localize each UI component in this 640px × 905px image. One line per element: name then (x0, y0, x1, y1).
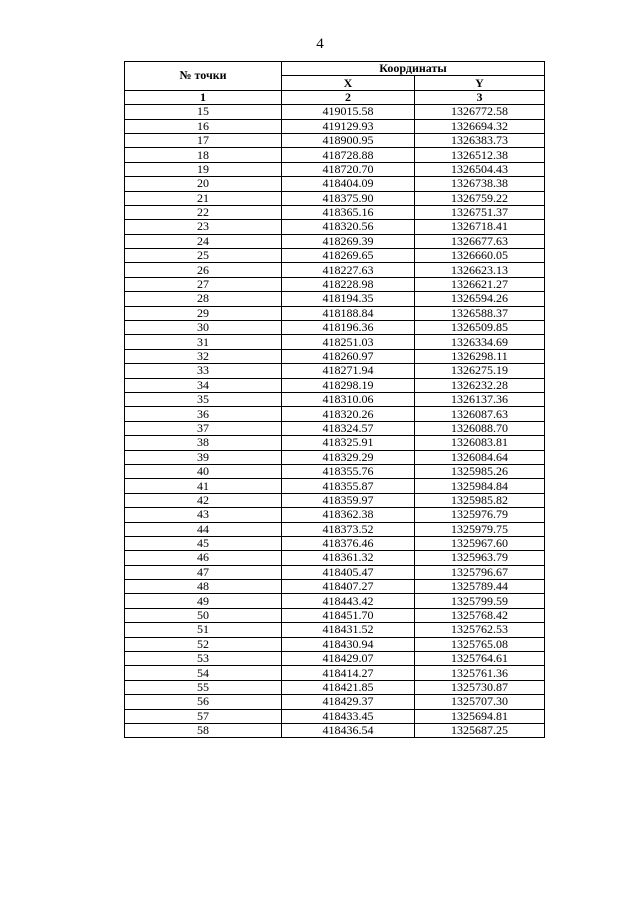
table-row (125, 133, 545, 147)
y-coordinate-cell: 1326334.69 (415, 335, 545, 349)
x-coordinate-cell: 418405.47 (282, 565, 415, 579)
x-coordinate-cell: 418228.98 (282, 277, 415, 291)
x-coordinate-cell: 418436.54 (282, 723, 415, 737)
table-row (125, 234, 545, 248)
y-coordinate-cell: 1326718.41 (415, 220, 545, 234)
x-coordinate-cell: 419015.58 (282, 105, 415, 119)
y-coordinate-cell: 1325799.59 (415, 594, 545, 608)
table-row (125, 205, 545, 219)
table-row (125, 105, 545, 119)
point-number-cell: 47 (125, 565, 282, 579)
table-row (125, 652, 545, 666)
y-coordinate-cell: 1325707.30 (415, 695, 545, 709)
header-col2-number: 2 (282, 90, 415, 104)
x-coordinate-cell: 418188.84 (282, 306, 415, 320)
y-coordinate-cell: 1326512.38 (415, 148, 545, 162)
point-number-cell: 16 (125, 119, 282, 133)
x-coordinate-cell: 418375.90 (282, 191, 415, 205)
point-number-cell: 49 (125, 594, 282, 608)
table-row (125, 277, 545, 291)
y-coordinate-cell: 1325730.87 (415, 680, 545, 694)
point-number-cell: 48 (125, 580, 282, 594)
x-coordinate-cell: 418269.39 (282, 234, 415, 248)
table-row (125, 407, 545, 421)
x-coordinate-cell: 418433.45 (282, 709, 415, 723)
point-number-cell: 42 (125, 493, 282, 507)
point-number-cell: 46 (125, 551, 282, 565)
table-row (125, 177, 545, 191)
y-coordinate-cell: 1326694.32 (415, 119, 545, 133)
x-coordinate-cell: 418728.88 (282, 148, 415, 162)
point-number-cell: 43 (125, 508, 282, 522)
y-coordinate-cell: 1326677.63 (415, 234, 545, 248)
x-coordinate-cell: 418298.19 (282, 378, 415, 392)
point-number-cell: 56 (125, 695, 282, 709)
x-coordinate-cell: 418251.03 (282, 335, 415, 349)
y-coordinate-cell: 1325768.42 (415, 608, 545, 622)
point-number-cell: 57 (125, 709, 282, 723)
point-number-cell: 29 (125, 306, 282, 320)
x-coordinate-cell: 418324.57 (282, 421, 415, 435)
table-row (125, 349, 545, 363)
point-number-cell: 36 (125, 407, 282, 421)
x-coordinate-cell: 418325.91 (282, 436, 415, 450)
y-coordinate-cell: 1326383.73 (415, 133, 545, 147)
table-row (125, 536, 545, 550)
y-coordinate-cell: 1325687.25 (415, 723, 545, 737)
y-coordinate-cell: 1326275.19 (415, 364, 545, 378)
y-coordinate-cell: 1326232.28 (415, 378, 545, 392)
x-coordinate-cell: 418269.65 (282, 249, 415, 263)
table-body (125, 105, 545, 738)
header-coordinates: Координаты (282, 62, 545, 76)
header-row-numbers (125, 90, 545, 104)
point-number-cell: 21 (125, 191, 282, 205)
table-row (125, 249, 545, 263)
point-number-cell: 51 (125, 623, 282, 637)
x-coordinate-cell: 418329.29 (282, 450, 415, 464)
table-row (125, 695, 545, 709)
x-coordinate-cell: 418404.09 (282, 177, 415, 191)
point-number-cell: 17 (125, 133, 282, 147)
point-number-cell: 20 (125, 177, 282, 191)
table-row (125, 220, 545, 234)
point-number-cell: 18 (125, 148, 282, 162)
y-coordinate-cell: 1326759.22 (415, 191, 545, 205)
table-row (125, 436, 545, 450)
point-number-cell: 41 (125, 479, 282, 493)
y-coordinate-cell: 1325963.79 (415, 551, 545, 565)
y-coordinate-cell: 1325985.82 (415, 493, 545, 507)
x-coordinate-cell: 418431.52 (282, 623, 415, 637)
y-coordinate-cell: 1326509.85 (415, 321, 545, 335)
x-coordinate-cell: 418429.07 (282, 652, 415, 666)
table-row (125, 378, 545, 392)
page-number: 4 (316, 36, 324, 52)
point-number-cell: 22 (125, 205, 282, 219)
table-row (125, 392, 545, 406)
point-number-cell: 38 (125, 436, 282, 450)
x-coordinate-cell: 418376.46 (282, 536, 415, 550)
y-coordinate-cell: 1326588.37 (415, 306, 545, 320)
table-row (125, 666, 545, 680)
x-coordinate-cell: 418720.70 (282, 162, 415, 176)
y-coordinate-cell: 1326738.38 (415, 177, 545, 191)
x-coordinate-cell: 418355.76 (282, 464, 415, 478)
y-coordinate-cell: 1326504.43 (415, 162, 545, 176)
point-number-cell: 52 (125, 637, 282, 651)
table-row (125, 594, 545, 608)
table-row (125, 464, 545, 478)
table-row (125, 321, 545, 335)
y-coordinate-cell: 1326772.58 (415, 105, 545, 119)
point-number-cell: 32 (125, 349, 282, 363)
table-row (125, 680, 545, 694)
y-coordinate-cell: 1326594.26 (415, 292, 545, 306)
y-coordinate-cell: 1326088.70 (415, 421, 545, 435)
x-coordinate-cell: 418271.94 (282, 364, 415, 378)
y-coordinate-cell: 1325764.61 (415, 652, 545, 666)
y-coordinate-cell: 1326298.11 (415, 349, 545, 363)
x-coordinate-cell: 418451.70 (282, 608, 415, 622)
x-coordinate-cell: 418430.94 (282, 637, 415, 651)
point-number-cell: 34 (125, 378, 282, 392)
point-number-cell: 26 (125, 263, 282, 277)
x-coordinate-cell: 418373.52 (282, 522, 415, 536)
point-number-cell: 15 (125, 105, 282, 119)
point-number-cell: 33 (125, 364, 282, 378)
x-coordinate-cell: 418361.32 (282, 551, 415, 565)
y-coordinate-cell: 1325979.75 (415, 522, 545, 536)
x-coordinate-cell: 418227.63 (282, 263, 415, 277)
y-coordinate-cell: 1325789.44 (415, 580, 545, 594)
point-number-cell: 50 (125, 608, 282, 622)
point-number-cell: 28 (125, 292, 282, 306)
table-row (125, 551, 545, 565)
x-coordinate-cell: 418320.26 (282, 407, 415, 421)
x-coordinate-cell: 418310.06 (282, 392, 415, 406)
x-coordinate-cell: 418365.16 (282, 205, 415, 219)
table-row (125, 421, 545, 435)
x-coordinate-cell: 418359.97 (282, 493, 415, 507)
table-row (125, 263, 545, 277)
y-coordinate-cell: 1326660.05 (415, 249, 545, 263)
x-coordinate-cell: 418362.38 (282, 508, 415, 522)
point-number-cell: 24 (125, 234, 282, 248)
table-row (125, 623, 545, 637)
point-number-cell: 27 (125, 277, 282, 291)
point-number-cell: 53 (125, 652, 282, 666)
x-coordinate-cell: 418320.56 (282, 220, 415, 234)
table-row (125, 493, 545, 507)
y-coordinate-cell: 1326623.13 (415, 263, 545, 277)
table-row (125, 508, 545, 522)
y-coordinate-cell: 1326751.37 (415, 205, 545, 219)
y-coordinate-cell: 1326083.81 (415, 436, 545, 450)
point-number-cell: 30 (125, 321, 282, 335)
header-row-main (125, 62, 545, 76)
point-number-cell: 37 (125, 421, 282, 435)
x-coordinate-cell: 418194.35 (282, 292, 415, 306)
point-number-cell: 23 (125, 220, 282, 234)
table-row (125, 723, 545, 737)
point-number-cell: 45 (125, 536, 282, 550)
table-row (125, 335, 545, 349)
point-number-cell: 31 (125, 335, 282, 349)
header-point-no: № точки (125, 62, 282, 91)
coordinates-table (124, 61, 545, 738)
point-number-cell: 54 (125, 666, 282, 680)
x-coordinate-cell: 418260.97 (282, 349, 415, 363)
x-coordinate-cell: 418900.95 (282, 133, 415, 147)
table-row (125, 364, 545, 378)
point-number-cell: 19 (125, 162, 282, 176)
x-coordinate-cell: 418355.87 (282, 479, 415, 493)
x-coordinate-cell: 418196.36 (282, 321, 415, 335)
y-coordinate-cell: 1326621.27 (415, 277, 545, 291)
y-coordinate-cell: 1325976.79 (415, 508, 545, 522)
table-row (125, 479, 545, 493)
header-y: Y (415, 76, 545, 90)
point-number-cell: 39 (125, 450, 282, 464)
table-row (125, 292, 545, 306)
table-row (125, 580, 545, 594)
y-coordinate-cell: 1326084.64 (415, 450, 545, 464)
y-coordinate-cell: 1325967.60 (415, 536, 545, 550)
table-row (125, 162, 545, 176)
table-row (125, 191, 545, 205)
header-col1-number: 1 (125, 90, 282, 104)
x-coordinate-cell: 418414.27 (282, 666, 415, 680)
table-row (125, 637, 545, 651)
y-coordinate-cell: 1325762.53 (415, 623, 545, 637)
y-coordinate-cell: 1325796.67 (415, 565, 545, 579)
y-coordinate-cell: 1326087.63 (415, 407, 545, 421)
table-row (125, 709, 545, 723)
point-number-cell: 55 (125, 680, 282, 694)
table-row (125, 450, 545, 464)
y-coordinate-cell: 1325694.81 (415, 709, 545, 723)
x-coordinate-cell: 418429.37 (282, 695, 415, 709)
x-coordinate-cell: 419129.93 (282, 119, 415, 133)
point-number-cell: 40 (125, 464, 282, 478)
table-row (125, 148, 545, 162)
x-coordinate-cell: 418407.27 (282, 580, 415, 594)
point-number-cell: 44 (125, 522, 282, 536)
table-row (125, 565, 545, 579)
y-coordinate-cell: 1325985.26 (415, 464, 545, 478)
x-coordinate-cell: 418443.42 (282, 594, 415, 608)
table-row (125, 119, 545, 133)
x-coordinate-cell: 418421.85 (282, 680, 415, 694)
table-row (125, 306, 545, 320)
point-number-cell: 25 (125, 249, 282, 263)
header-x: X (282, 76, 415, 90)
y-coordinate-cell: 1325765.08 (415, 637, 545, 651)
point-number-cell: 35 (125, 392, 282, 406)
table-row (125, 608, 545, 622)
table-row (125, 522, 545, 536)
header-col3-number: 3 (415, 90, 545, 104)
point-number-cell: 58 (125, 723, 282, 737)
y-coordinate-cell: 1325984.84 (415, 479, 545, 493)
y-coordinate-cell: 1325761.36 (415, 666, 545, 680)
y-coordinate-cell: 1326137.36 (415, 392, 545, 406)
